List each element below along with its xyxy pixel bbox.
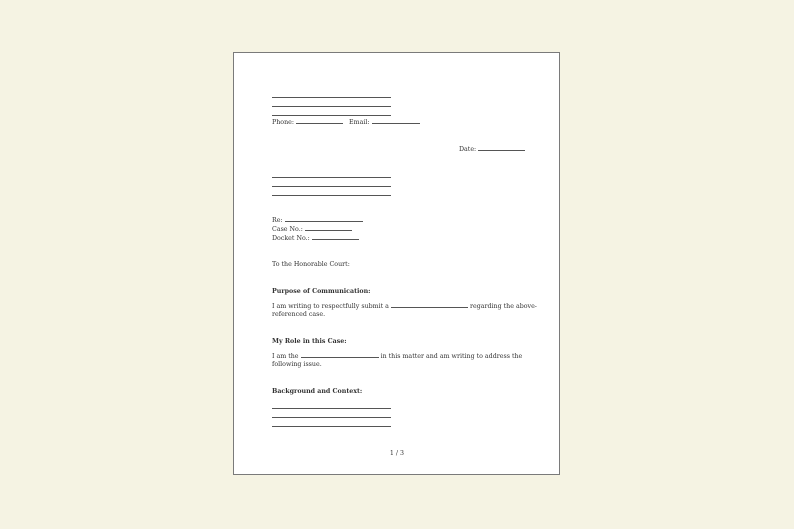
case-no-line — [272, 225, 352, 234]
date-line — [459, 145, 525, 154]
role-field[interactable] — [301, 352, 379, 358]
purpose-text-before: I am writing to respectfully submit a — [272, 303, 389, 310]
recipient-address-line-1[interactable] — [272, 177, 391, 178]
background-line-3[interactable] — [272, 426, 391, 427]
background-line-1[interactable] — [272, 408, 391, 409]
re-line — [272, 216, 363, 225]
docket-no-line — [272, 234, 359, 243]
re-field[interactable] — [285, 216, 363, 222]
phone-field[interactable] — [296, 118, 343, 124]
case-no-field[interactable] — [305, 225, 352, 231]
role-heading: My Role in this Case: — [272, 338, 347, 345]
salutation: To the Honorable Court: — [272, 261, 350, 268]
docket-no-field[interactable] — [312, 234, 359, 240]
role-line-1 — [272, 352, 522, 361]
date-field[interactable] — [478, 145, 525, 151]
page-number: 1 / 3 — [389, 450, 405, 457]
date-label: Date: — [459, 146, 477, 153]
docket-no-label: Docket No.: — [272, 235, 310, 242]
role-line-2: following issue. — [272, 361, 322, 368]
recipient-address-line-3[interactable] — [272, 195, 391, 196]
document-page — [233, 52, 560, 475]
purpose-line-2: referenced case. — [272, 311, 326, 318]
re-label: Re: — [272, 217, 283, 224]
role-text-before: I am the — [272, 353, 299, 360]
sender-address-line-2[interactable] — [272, 106, 391, 107]
recipient-address-line-2[interactable] — [272, 186, 391, 187]
phone-label: Phone: — [272, 119, 294, 126]
case-no-label: Case No.: — [272, 226, 303, 233]
purpose-submission-field[interactable] — [391, 302, 468, 308]
purpose-text-after: regarding the above- — [469, 303, 537, 310]
purpose-line-1 — [272, 302, 537, 311]
background-line-2[interactable] — [272, 417, 391, 418]
background-heading: Background and Context: — [272, 388, 363, 395]
email-field[interactable] — [372, 118, 420, 124]
sender-address-line-1[interactable] — [272, 97, 391, 98]
sender-address-line-3[interactable] — [272, 115, 391, 116]
contact-line — [272, 118, 420, 127]
role-text-after: in this matter and am writing to address the — [380, 353, 523, 360]
email-label: Email: — [349, 119, 370, 126]
purpose-heading: Purpose of Communication: — [272, 288, 371, 295]
